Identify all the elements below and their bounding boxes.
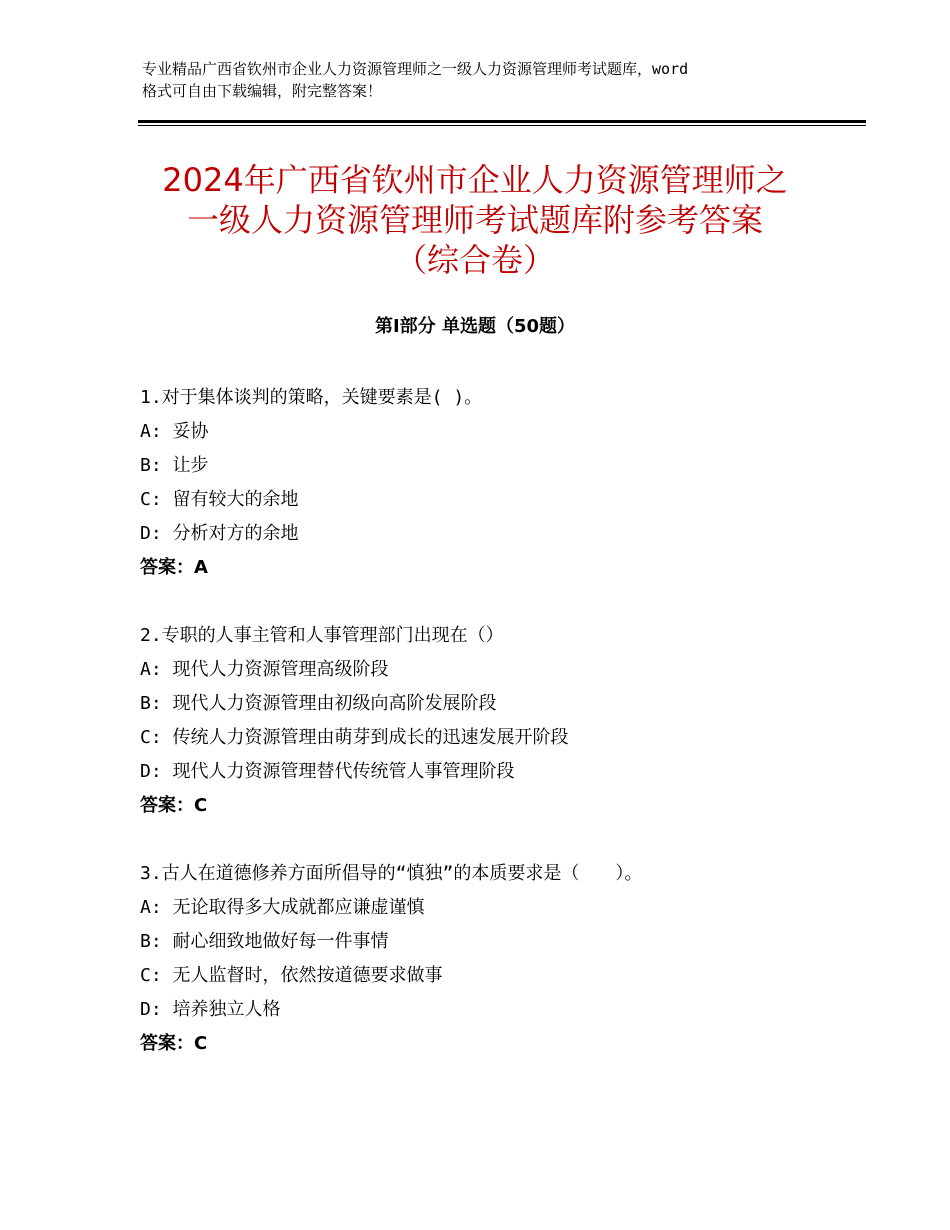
header-note	[142, 58, 822, 102]
option-a: A: 现代人力资源管理高级阶段	[140, 659, 389, 680]
document-title	[100, 160, 850, 280]
question-3	[140, 857, 860, 1061]
option-c: C: 传统人力资源管理由萌芽到成长的迅速发展开阶段	[140, 727, 569, 748]
answer: 答案：C	[140, 795, 208, 816]
question-1	[140, 381, 860, 585]
answer: 答案：A	[140, 557, 208, 578]
option-d: D: 现代人力资源管理替代传统管人事管理阶段	[140, 761, 515, 782]
option-b: B: 耐心细致地做好每一件事情	[140, 931, 389, 952]
header-rule-thick	[138, 120, 866, 123]
question-stem: 1.对于集体谈判的策略，关键要素是( )。	[140, 387, 483, 408]
option-a: A: 无论取得多大成就都应谦虚谨慎	[140, 897, 425, 918]
question-stem: 3.古人在道德修养方面所倡导的“慎独”的本质要求是（ ）。	[140, 863, 643, 884]
option-c: C: 留有较大的余地	[140, 489, 299, 510]
document-title-line-1: 2024年广西省钦州市企业人力资源管理师之	[162, 161, 788, 199]
question-list	[140, 381, 860, 1095]
option-a: A: 妥协	[140, 421, 209, 442]
section-title: 第Ⅰ部分 单选题（50题）	[374, 316, 575, 337]
option-b: B: 现代人力资源管理由初级向高阶发展阶段	[140, 693, 497, 714]
option-d: D: 培养独立人格	[140, 999, 281, 1020]
document-title-line-2: 一级人力资源管理师考试题库附参考答案	[186, 201, 763, 239]
option-d: D: 分析对方的余地	[140, 523, 299, 544]
header-rule-thin	[138, 125, 866, 126]
option-b: B: 让步	[140, 455, 209, 476]
header-note-line-2: 格式可自由下载编辑，附完整答案！	[142, 82, 383, 100]
document-title-line-3: （综合卷）	[394, 241, 555, 279]
question-2	[140, 619, 860, 823]
option-c: C: 无人监督时，依然按道德要求做事	[140, 965, 443, 986]
answer: 答案：C	[140, 1033, 208, 1054]
header-note-line-1: 专业精品广西省钦州市企业人力资源管理师之一级人力资源管理师考试题库，word	[142, 60, 689, 78]
question-stem: 2.专职的人事主管和人事管理部门出现在（）	[140, 625, 504, 646]
